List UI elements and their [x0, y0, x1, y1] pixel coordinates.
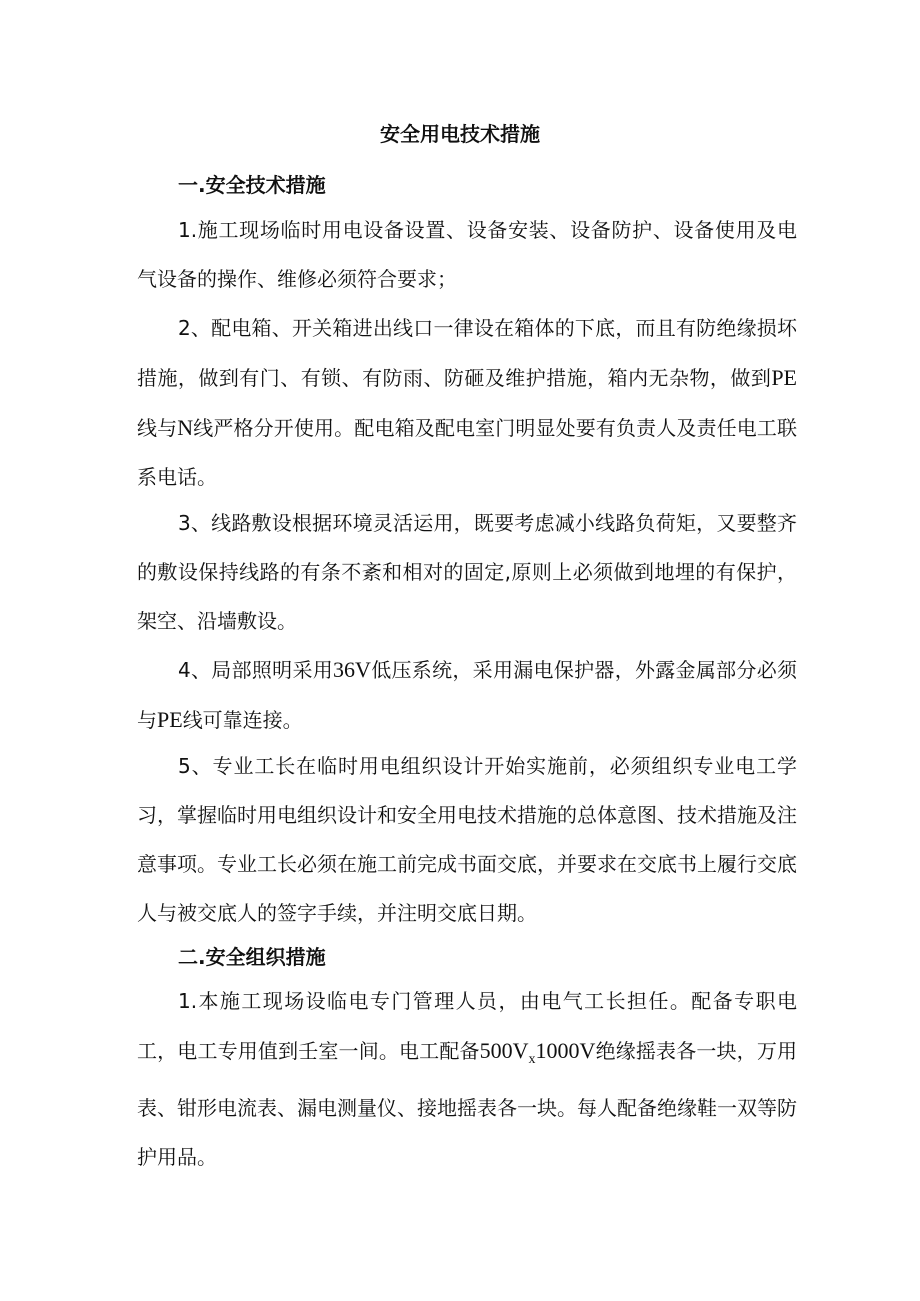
paragraph-4: [137, 645, 797, 745]
paragraph-1: 1.施工现场临时用电设备设置、设备安装、设备防护、设备使用及电气设备的操作、维修必须符合要求；: [137, 218, 797, 291]
voltage-36v: 36V: [333, 657, 371, 682]
paragraph-2-text-c: 线严格分开使用。配电箱及配电室门明显处要有负责人及责任电工联系电话。: [137, 416, 798, 489]
pe-label: PE: [157, 707, 183, 732]
paragraph-6-text-a: 1.本施工现场设临电专门管理人员，由电气工长担任。配备专职电工，电工专用值到壬室一间。电工配备: [137, 989, 797, 1063]
paragraph-6: [137, 977, 797, 1182]
section-heading-safety-technical: 一.安全技术措施: [178, 173, 326, 197]
paragraph-6-text-b: 绝缘摇表各一块，万用表、钳形电流表、漏电测量仪、接地摇表各一块。每人配备绝缘鞋一双等防护用品。: [137, 1039, 797, 1169]
paragraph-3: 3、线路敷设根据环境灵活运用，既要考虑减小线路负荷矩，又要整齐的敷设保持线路的有条不紊和相对的固定,原则上必须做到地埋的有保护，架空、沿墙敷设。: [137, 511, 797, 633]
voltage-separator: x: [528, 1052, 536, 1067]
paragraph-2-text-b: 线与: [137, 416, 178, 440]
paragraph-4-text-c: 线可靠连接。: [182, 708, 303, 732]
paragraph-2: [137, 304, 797, 502]
voltage-1000v: 1000V: [535, 1038, 596, 1063]
pe-label: PE: [771, 365, 797, 390]
n-label: N: [177, 415, 194, 440]
paragraph-5: 5、专业工长在临时用电组织设计开始实施前，必须组织专业电工学习，掌握临时用电组织设计和安全用电技术措施的总体意图、技术措施及注意事项。专业工长必须在施工前完成书面交底，并要求在交底书上履行交底人与被交底人的签字手续，并注明交底日期。: [137, 754, 797, 925]
paragraph-4-text-b: 低压系统，采用漏电保护器，外露金属部分必须与: [137, 658, 798, 732]
document-title: 安全用电技术措施: [380, 122, 540, 146]
voltage-500v: 500V: [479, 1038, 529, 1063]
paragraph-4-text-a: 4、局部照明采用: [178, 658, 334, 682]
section-heading-safety-organization: 二.安全组织措施: [178, 945, 326, 969]
paragraph-2-text-a: 2、配电箱、开关箱进出线口一律设在箱体的下底，而且有防绝缘损坏措施，做到有门、有锁、有防雨、防砸及维护措施，箱内无杂物，做到: [137, 316, 797, 390]
